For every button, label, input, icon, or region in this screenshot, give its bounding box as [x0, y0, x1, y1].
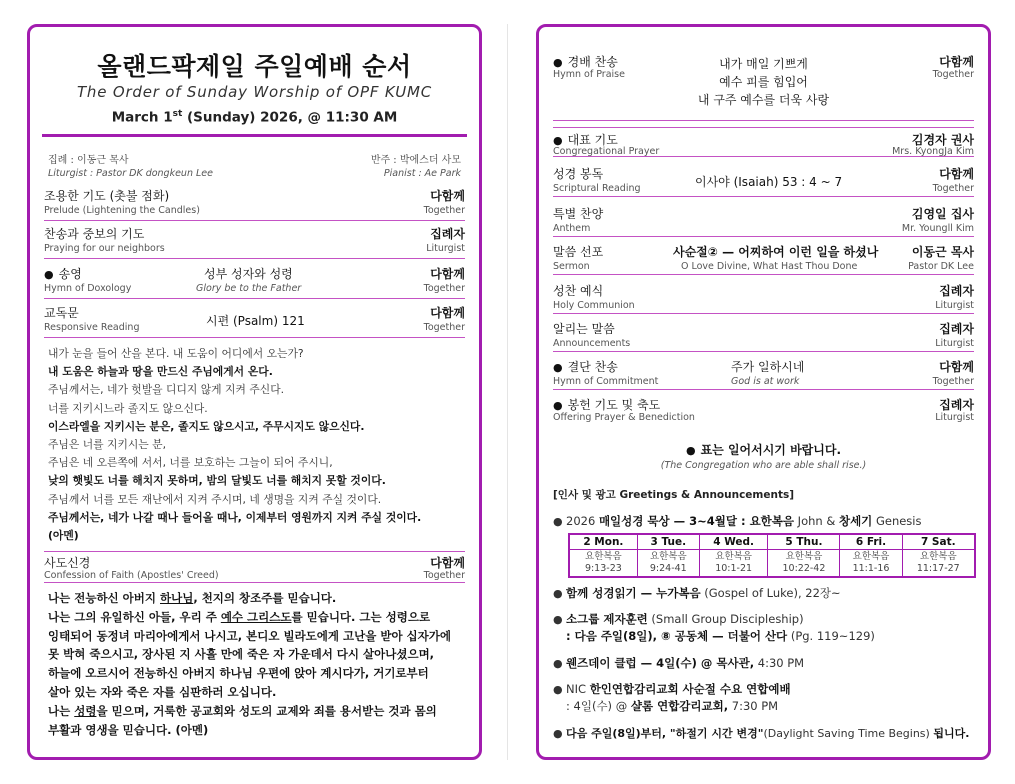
right-bulletin-page: [536, 24, 991, 760]
bible-reading-schedule-table: [568, 533, 976, 578]
page-title: 올랜드팍제일 주일예배 순서: [97, 52, 412, 81]
order-row-announcements: 알리는 말씀 Announcements 집례자 Liturgist: [553, 320, 974, 352]
liturgist-info: 집례 : 이동근 목사 Liturgist : Pastor DK dongkeun Lee: [48, 155, 213, 179]
table-header-cell: 7 Sat.: [902, 534, 975, 550]
order-row-intercession: 찬송과 중보의 기도 Praying for our neighbors 집례자 Liturgist: [44, 225, 465, 259]
standing-note: ● 표는 일어서시기 바랍니다. (The Congregation who are able shall rise.): [539, 441, 988, 471]
page-fold-divider: [507, 24, 508, 760]
announcement-wednesday-club: ● 웬즈데이 클럽 — 4일(수) @ 목사관, 4:30 PM: [553, 656, 805, 670]
table-row: [569, 550, 975, 578]
announcement-lent-service: ● NIC 한인연합감리교회 사순절 수요 연합예배 : 4일(수) @ 샬롬 연합감리교회, 7:30 PM: [553, 682, 791, 713]
order-row-benediction: ● 봉헌 기도 및 축도 Offering Prayer & Benediction 집례자 Liturgist: [553, 396, 974, 426]
order-row-sermon: 말씀 선포 Sermon 사순절② — 어찌하여 이런 일을 하셨나 O Love Divine, What Hast Thou Done 이동근 목사 Pastor DK Lee: [553, 243, 974, 275]
apostles-creed-text: 나는 전능하신 아버지 하나님, 천지의 창조주를 믿습니다. 나는 그의 유일하신 아들, 우리 주 예수 그리스도를 믿습니다. 그는 성령으로 잉태되어 동정녀 마리아에게서 나시고, 본디오 빌라도에게 고난을 받아 십자가에 못 박혀 죽으시고, 장사된 지 사흘 만에 죽은 자 가운데서 다시 살아나셨으며, 하늘에 오르시어 전능하신 아버지 하나님 우편에 앉아 계시다가, 거기로부터 살아 있는 자와 죽은 자를 심판하러 오십니다. 나는 성령을 믿으며, 거룩한 공교회와 성도의 교제와 죄를 용서받는 것과 몸의 부활과 영생을 믿습니다. (아멘): [48, 591, 451, 737]
order-row-responsive-reading: 교독문 Responsive Reading 시편 (Psalm) 121 다함께 Together: [44, 304, 465, 338]
order-row-prayer: ● 대표 기도 Congregational Prayer 김경자 권사 Mrs. KyongJa Kim: [553, 127, 974, 157]
page-subtitle: The Order of Sunday Worship of OPF KUMC: [76, 83, 433, 101]
table-cell: 요한복음 9:24-41: [637, 550, 699, 578]
table-cell: 요한복음 10:1-21: [699, 550, 768, 578]
left-bulletin-page: [27, 24, 482, 760]
service-date: March 1st (Sunday) 2026, @ 11:30 AM: [111, 109, 398, 126]
greetings-heading: [인사 및 광고 Greetings & Announcements]: [553, 489, 795, 501]
order-row-scripture: 성경 봉독 Scriptural Reading 이사야 (Isaiah) 53 : 4 ~ 7 다함께 Together: [553, 165, 974, 197]
header-divider: [42, 134, 467, 137]
table-header-cell: 6 Fri.: [840, 534, 902, 550]
table-cell: 요한복음 11:17-27: [902, 550, 975, 578]
order-row-communion: 성찬 예식 Holy Communion 집례자 Liturgist: [553, 282, 974, 314]
announcement-daily-bible: ● 2026 매일성경 묵상 — 3~4월달 : 요한복음 John & 창세기 Genesis: [553, 514, 922, 528]
table-header-row: [569, 534, 975, 550]
order-row-creed: 사도신경 Confession of Faith (Apostles' Creed) 다함께 Together: [44, 551, 465, 583]
announcement-daylight-saving: ● 다음 주일(8일)부터, "하절기 시간 변경"(Daylight Saving Time Begins) 됩니다.: [553, 727, 970, 740]
announcement-small-group: ● 소그룹 제자훈련 (Small Group Discipleship) : 다음 주일(8일), ⑧ 공동체 — 더불어 산다 (Pg. 119~129): [553, 612, 875, 643]
table-cell: 요한복음 10:22-42: [768, 550, 840, 578]
hymn-of-praise-titles: 내가 매일 기쁘게 예수 피를 힘입어 내 구주 예수를 더욱 사랑: [697, 57, 830, 107]
order-row-hymn-of-commitment: ● 결단 찬송 Hymn of Commitment 주가 일하시네 God is at work 다함께 Together: [553, 358, 974, 390]
announcement-bible-reading: ● 함께 성경읽기 — 누가복음 (Gospel of Luke), 22장~: [553, 586, 841, 600]
table-header-cell: 2 Mon.: [569, 534, 637, 550]
order-row-prelude: 조용한 기도 (촛불 점화) Prelude (Lightening the Candles) 다함께 Together: [44, 187, 465, 221]
psalm-121-text: 내가 눈을 들어 산을 본다. 내 도움이 어디에서 오는가? 내 도움은 하늘과 땅을 만드신 주님에게서 온다. 주님께서는, 네가 헛발을 디디지 않게 지켜 주신다. 너를 지키시느라 졸지도 않으신다. 이스라엘을 지키시는 분은, 졸지도 않으시고, 주무시지도 않으신다. 주님은 너를 지키시는 분, 주님은 네 오른쪽에 서서, 너를 보호하는 그늘이 되어 주시니, 낮의 햇빛도 너를 해치지 못하며, 밤의 달빛도 너를 해치지 못할 것이다. 주님께서 너를 모든 재난에서 지켜 주시며, 네 생명을 지켜 주실 것이다. 주님께서는, 네가 나갈 때나 들어올 때나, 이제부터 영원까지 지켜 주실 것이다. (아멘): [48, 347, 422, 543]
order-row-anthem: 특별 찬양 Anthem 김영일 집사 Mr. Youngll Kim: [553, 205, 974, 237]
table-cell: 요한복음 11:1-16: [840, 550, 902, 578]
order-row-doxology: ● 송영 Hymn of Doxology 성부 성자와 성령 Glory be to the Father 다함께 Together: [44, 265, 465, 299]
table-header-cell: 3 Tue.: [637, 534, 699, 550]
table-header-cell: 4 Wed.: [699, 534, 768, 550]
order-row-hymn-of-praise: ● 경배 찬송 Hymn of Praise 내가 매일 기쁘게 예수 피를 힘입어 내 구주 예수를 더욱 사랑 다함께 Together: [553, 53, 974, 121]
table-header-cell: 5 Thu.: [768, 534, 840, 550]
pianist-info: 반주 : 박에스더 사모 Pianist : Ae Park: [370, 155, 461, 179]
table-cell: 요한복음 9:13-23: [584, 551, 622, 574]
